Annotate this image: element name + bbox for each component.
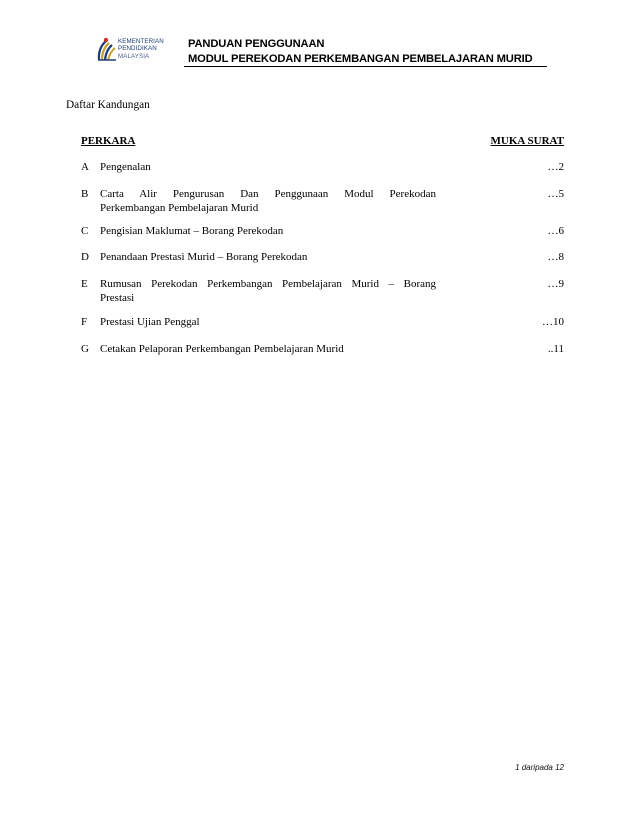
header-titles [188, 37, 533, 66]
column-header-page: MUKA SURAT [490, 135, 564, 147]
toc-row-letter: A [81, 161, 89, 173]
toc-row-letter: G [81, 343, 89, 355]
toc-row-page: ..11 [547, 343, 564, 355]
toc-row-page: …5 [547, 188, 564, 200]
logo-line-2: PENDIDIKAN [118, 45, 157, 53]
toc-row-page: …8 [547, 251, 564, 263]
toc-row-letter: C [81, 225, 89, 237]
page-number: 1 daripada 12 [515, 763, 564, 772]
toc-row-text-line-2: Prestasi [100, 292, 135, 304]
toc-row-page: …6 [547, 225, 564, 237]
toc-row-letter: F [81, 316, 88, 328]
toc-row-text: Penandaan Prestasi Murid – Borang Perekodan [100, 251, 308, 263]
toc-row-text: Cetakan Pelaporan Perkembangan Pembelajaran Murid [100, 343, 344, 355]
ministry-logo [96, 36, 178, 66]
toc-row-page: …9 [547, 278, 564, 290]
toc-row-text-line-1: Rumusan Perekodan Perkembangan Pembelajaran Murid – Borang [100, 278, 436, 290]
logo-line-3: MALAYSIA [118, 52, 150, 60]
header-title-line-1: PANDUAN PENGGUNAAN [188, 38, 325, 50]
logo-line-1: KEMENTERIAN [118, 38, 164, 45]
toc-row-text-line-2: Perkembangan Pembelajaran Murid [100, 202, 259, 214]
toc-row-letter: B [81, 188, 89, 200]
header-divider [184, 66, 547, 67]
toc-row-text: Prestasi Ujian Penggal [100, 316, 200, 328]
column-header-item: PERKARA [81, 135, 136, 147]
header-title-line-2: MODUL PEREKODAN PERKEMBANGAN PEMBELAJARAN MURID [188, 52, 533, 65]
toc-row-page: …2 [547, 161, 564, 173]
toc-row-text: Pengenalan [100, 161, 151, 173]
toc-heading: Daftar Kandungan [66, 99, 150, 111]
toc-row-text-line-1: Carta Alir Pengurusan Dan Penggunaan Modul Perekodan [100, 188, 436, 200]
toc-row-letter: E [81, 278, 88, 290]
toc-row-page: …10 [542, 316, 564, 328]
ministry-crest-icon [96, 36, 118, 62]
toc-row-letter: D [81, 251, 89, 263]
toc-row-text: Pengisian Maklumat – Borang Perekodan [100, 225, 284, 237]
